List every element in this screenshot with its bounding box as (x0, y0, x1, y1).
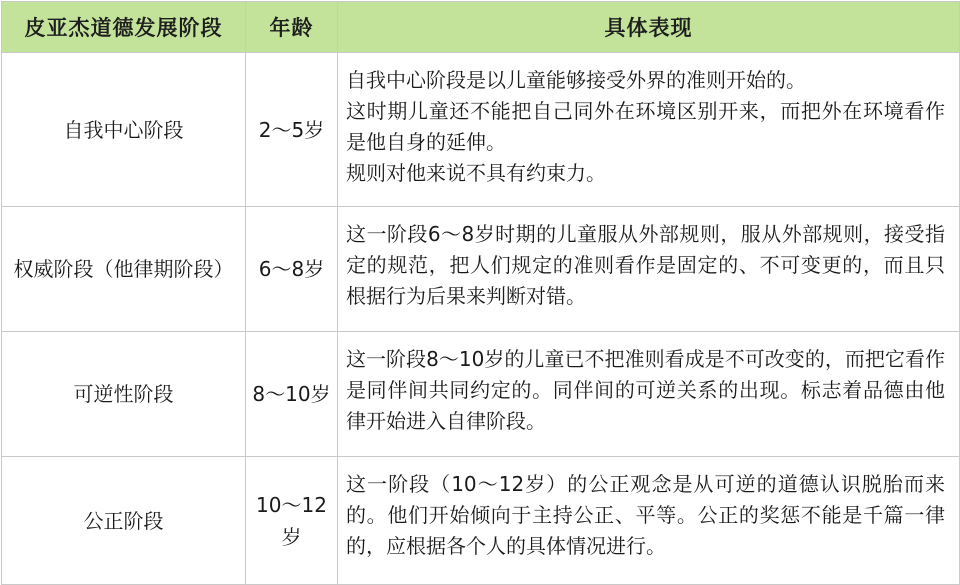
table-row (2, 332, 960, 457)
moral-development-table-container (1, 1, 959, 558)
age-cell: 6～8岁 (246, 207, 338, 332)
description-line: 规则对他来说不具有约束力。 (346, 161, 606, 185)
description-line: 这一阶段（10～12岁）的公正观念是从可逆的道德认识脱胎而来的。他们开始倾向于主持公正、平等。公正的奖惩不能是千篇一律的，应根据各个人的具体情况进行。 (346, 472, 945, 558)
stage-cell: 可逆性阶段 (2, 332, 246, 457)
header-stage: 皮亚杰道德发展阶段 (2, 2, 246, 53)
stage-cell: 公正阶段 (2, 457, 246, 585)
table-row (2, 457, 960, 585)
table-row (2, 53, 960, 207)
age-cell: 8～10岁 (246, 332, 338, 457)
description-cell (338, 332, 960, 457)
moral-development-table (1, 1, 960, 585)
description-cell (338, 207, 960, 332)
age-cell: 10～12岁 (246, 457, 338, 585)
header-age: 年龄 (246, 2, 338, 53)
stage-cell: 自我中心阶段 (2, 53, 246, 207)
table-row (2, 207, 960, 332)
stage-cell: 权威阶段（他律期阶段） (2, 207, 246, 332)
description-cell (338, 457, 960, 585)
age-cell: 2～5岁 (246, 53, 338, 207)
description-line: 这一阶段6～8岁时期的儿童服从外部规则，服从外部规则，接受指定的规范，把人们规定的准则看作是固定的、不可变更的，而且只根据行为后果来判断对错。 (346, 222, 945, 308)
table-header-row (2, 2, 960, 53)
description-line: 自我中心阶段是以儿童能够接受外界的准则开始的。 (346, 68, 806, 92)
description-line: 这时期儿童还不能把自己同外在环境区别开来，而把外在环境看作是他自身的延伸。 (346, 99, 945, 154)
description-line: 这一阶段8～10岁的儿童已不把准则看成是不可改变的，而把它看作是同伴间共同约定的。同伴间的可逆关系的出现。标志着品德由他律开始进入自律阶段。 (346, 347, 945, 433)
header-description: 具体表现 (338, 2, 960, 53)
description-cell (338, 53, 960, 207)
